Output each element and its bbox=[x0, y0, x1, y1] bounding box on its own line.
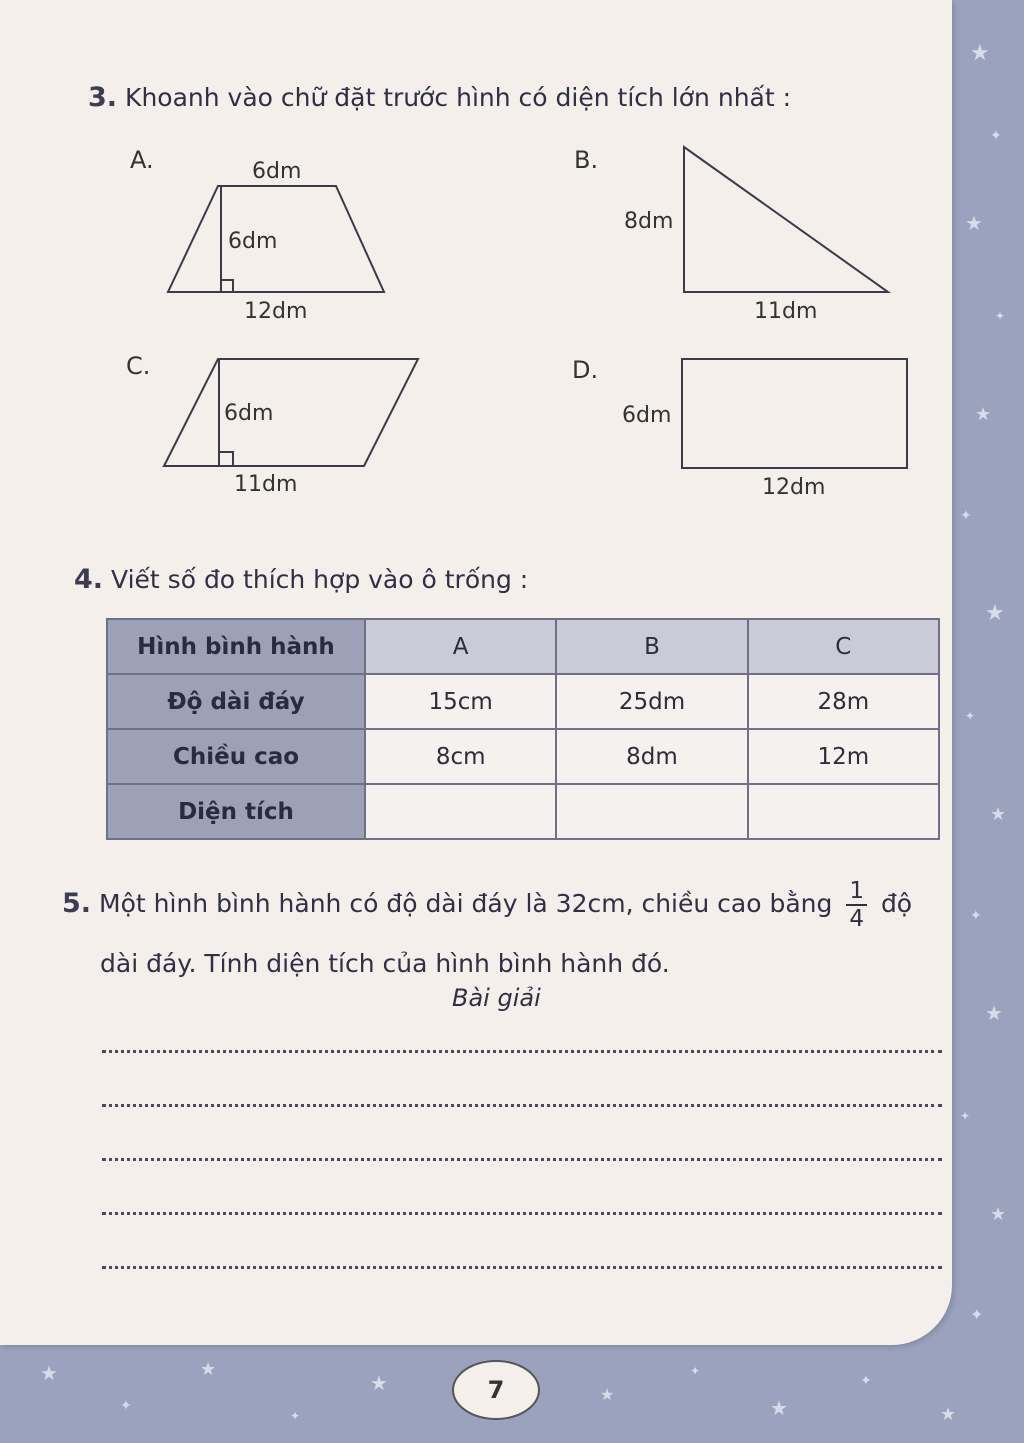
question-5-number: 5. bbox=[62, 888, 92, 919]
fraction-denominator: 4 bbox=[846, 904, 867, 932]
figure-b-side-label: 8dm bbox=[624, 209, 674, 234]
svg-text:★: ★ bbox=[990, 804, 1007, 825]
svg-text:★: ★ bbox=[40, 1361, 58, 1385]
cell-height-c: 12m bbox=[748, 729, 939, 784]
svg-text:★: ★ bbox=[770, 1396, 788, 1420]
svg-text:✦: ✦ bbox=[965, 709, 976, 723]
answer-line-3[interactable] bbox=[102, 1158, 942, 1161]
question-3-number: 3. bbox=[88, 82, 118, 113]
cell-area-a-blank[interactable] bbox=[365, 784, 556, 839]
figure-d-letter: D. bbox=[572, 356, 599, 384]
question-5-text: Một hình bình hành có độ dài đáy là 32cm, chiều cao bằng bbox=[99, 889, 833, 918]
table-header-label: Hình bình hành bbox=[107, 619, 365, 674]
page-number: 7 bbox=[452, 1360, 540, 1420]
figure-c-parallelogram bbox=[164, 359, 418, 497]
answer-line-2[interactable] bbox=[102, 1104, 942, 1107]
table-row bbox=[107, 784, 939, 839]
cell-base-c: 28m bbox=[748, 674, 939, 729]
cell-height-a: 8cm bbox=[365, 729, 556, 784]
svg-text:★: ★ bbox=[370, 1371, 388, 1395]
cell-base-b: 25dm bbox=[556, 674, 747, 729]
row-label-height: Chiều cao bbox=[107, 729, 365, 784]
row-label-base: Độ dài đáy bbox=[107, 674, 365, 729]
question-5 bbox=[62, 874, 952, 994]
table-header-col-b: B bbox=[556, 619, 747, 674]
question-4-title bbox=[74, 564, 528, 595]
figure-c-base-label: 11dm bbox=[234, 472, 298, 497]
svg-text:✦: ✦ bbox=[290, 1409, 301, 1423]
table-row bbox=[107, 729, 939, 784]
svg-text:✦: ✦ bbox=[120, 1398, 132, 1414]
fraction-one-quarter bbox=[846, 878, 867, 932]
question-4-text: Viết số đo thích hợp vào ô trống : bbox=[111, 565, 529, 594]
svg-text:✦: ✦ bbox=[960, 1109, 971, 1123]
row-label-area: Diện tích bbox=[107, 784, 365, 839]
svg-text:★: ★ bbox=[970, 41, 990, 66]
answer-line-1[interactable] bbox=[102, 1050, 942, 1053]
svg-text:✦: ✦ bbox=[690, 1364, 701, 1378]
svg-text:✦: ✦ bbox=[995, 309, 1006, 323]
figure-b-triangle bbox=[624, 147, 888, 324]
figure-d-base-label: 12dm bbox=[762, 475, 826, 500]
table-header-row bbox=[107, 619, 939, 674]
figure-c-height-label: 6dm bbox=[224, 401, 274, 426]
parallelogram-table bbox=[106, 618, 940, 840]
fraction-numerator: 1 bbox=[849, 878, 864, 904]
cell-base-a: 15cm bbox=[365, 674, 556, 729]
answer-line-5[interactable] bbox=[102, 1266, 942, 1269]
geometry-figures bbox=[0, 0, 952, 520]
svg-text:★: ★ bbox=[940, 1404, 957, 1425]
svg-text:✦: ✦ bbox=[970, 1305, 984, 1324]
figure-a-bottom-label: 12dm bbox=[244, 299, 308, 324]
figure-c-letter: C. bbox=[126, 352, 151, 380]
figure-d-rectangle bbox=[622, 359, 907, 500]
svg-text:✦: ✦ bbox=[960, 508, 972, 524]
svg-text:★: ★ bbox=[985, 601, 1005, 626]
svg-text:★: ★ bbox=[990, 1204, 1007, 1225]
answer-line-4[interactable] bbox=[102, 1212, 942, 1215]
svg-text:★: ★ bbox=[975, 404, 992, 425]
question-4-number: 4. bbox=[74, 564, 104, 595]
cell-area-c-blank[interactable] bbox=[748, 784, 939, 839]
question-5-text-after: độ bbox=[880, 889, 913, 918]
solution-heading: Bài giải bbox=[452, 984, 541, 1012]
figure-a-top-label: 6dm bbox=[252, 159, 302, 184]
figure-b-letter: B. bbox=[574, 146, 599, 174]
cell-height-b: 8dm bbox=[556, 729, 747, 784]
svg-text:✦: ✦ bbox=[990, 128, 1002, 144]
question-3-text: Khoanh vào chữ đặt trước hình có diện tích lớn nhất : bbox=[125, 83, 792, 112]
svg-text:★: ★ bbox=[985, 1001, 1003, 1025]
figure-b-base-label: 11dm bbox=[754, 299, 818, 324]
svg-text:★: ★ bbox=[200, 1359, 217, 1380]
figure-d-side-label: 6dm bbox=[622, 403, 672, 428]
figure-a-letter: A. bbox=[130, 146, 154, 174]
cell-area-b-blank[interactable] bbox=[556, 784, 747, 839]
table-header-col-a: A bbox=[365, 619, 556, 674]
question-5-text-line2: dài đáy. Tính diện tích của hình bình hành đó. bbox=[100, 949, 670, 978]
table-row bbox=[107, 674, 939, 729]
svg-text:✦: ✦ bbox=[970, 908, 982, 924]
svg-text:★: ★ bbox=[600, 1385, 615, 1404]
figure-a-height-label: 6dm bbox=[228, 229, 278, 254]
figure-a-trapezoid bbox=[168, 159, 384, 324]
table-header-col-c: C bbox=[748, 619, 939, 674]
svg-text:✦: ✦ bbox=[860, 1373, 872, 1389]
svg-text:★: ★ bbox=[965, 211, 983, 235]
